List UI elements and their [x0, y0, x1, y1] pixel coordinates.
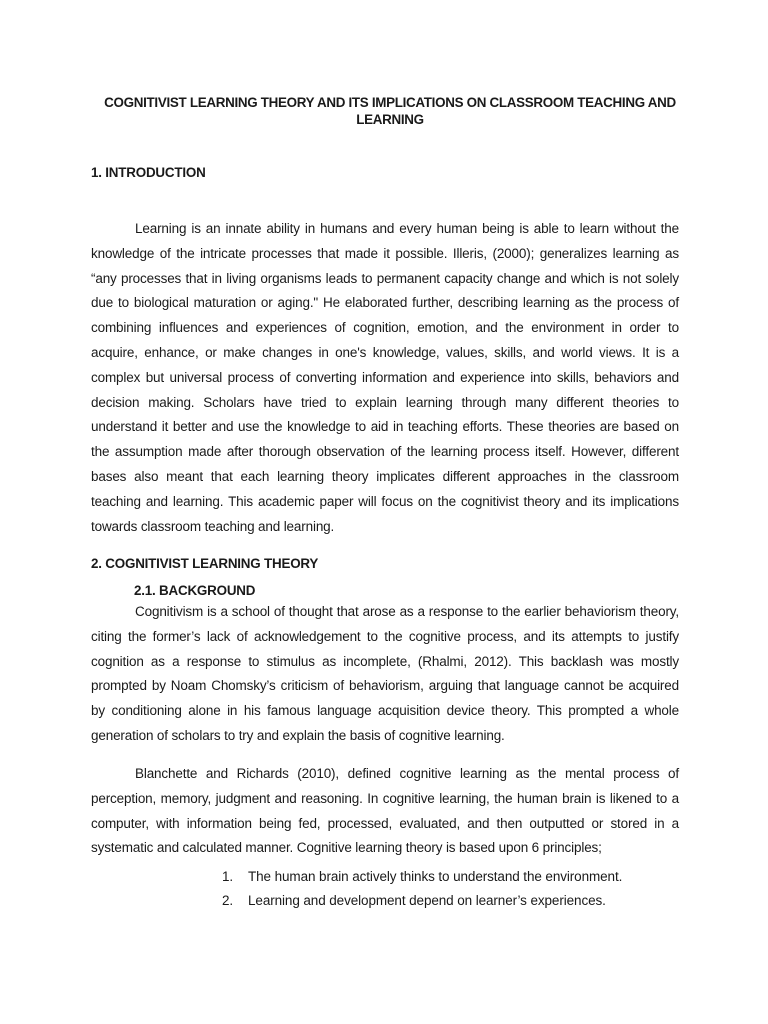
- list-item-text: Learning and development depend on learner’s experiences.: [248, 893, 606, 908]
- principles-list: [222, 865, 622, 913]
- subsection-heading-background: 2.1. BACKGROUND: [134, 583, 256, 598]
- list-item-text: The human brain actively thinks to understand the environment.: [248, 869, 623, 884]
- section-heading-introduction: 1. INTRODUCTION: [91, 165, 206, 180]
- background-paragraph-2: Blanchette and Richards (2010), defined cognitive learning as the mental process of perception, memory, judgment and reasoning. In cognitive learning, the human brain is likened to a computer, with information being fed, processed, evaluated, and then outputted or stored in a systematic and calculated manner. Cognitive learning theory is based upon 6 principles;: [91, 766, 679, 856]
- document-title: COGNITIVIST LEARNING THEORY AND ITS IMPLICATIONS ON CLASSROOM TEACHING AND LEARNING: [104, 95, 676, 127]
- list-item-number: 1.: [222, 869, 234, 884]
- list-item: [222, 865, 622, 889]
- introduction-paragraph: Learning is an innate ability in humans and every human being is able to learn without the knowledge of the intricate processes that made it possible. Illeris, (2000); generalizes learning as “any processes that in living organisms leads to permanent capacity change and which is not solely due to biological maturation or aging." He elaborated further, describing learning as the process of combining influences and experiences of cognition, emotion, and the environment in order to acquire, enhance, or make changes in one's knowledge, values, skills, and world views. It is a complex but universal process of converting information and experience into skills, behaviors and decision making. Scholars have tried to explain learning through many different theories to understand it better and use the knowledge to aid in teaching efforts. These theories are based on the assumption made after thorough observation of the learning process itself. However, different bases also meant that each learning theory implicates different approaches in the classroom teaching and learning. This academic paper will focus on the cognitivist theory and its implications towards classroom teaching and learning.: [91, 221, 679, 534]
- section-heading-cognitivist-theory: 2. COGNITIVIST LEARNING THEORY: [91, 556, 319, 571]
- background-paragraph-1: Cognitivism is a school of thought that arose as a response to the earlier behaviorism theory, citing the former’s lack of acknowledgement to the cognitive process, and its attempts to justify cognition as a response to stimulus as incomplete, (Rhalmi, 2012). This backlash was mostly prompted by Noam Chomsky’s criticism of behaviorism, arguing that language cannot be acquired by conditioning alone in his famous language acquisition device theory. This prompted a whole generation of scholars to try and explain the basis of cognitive learning.: [91, 604, 679, 743]
- list-item: [222, 889, 622, 913]
- list-item-number: 2.: [222, 893, 234, 908]
